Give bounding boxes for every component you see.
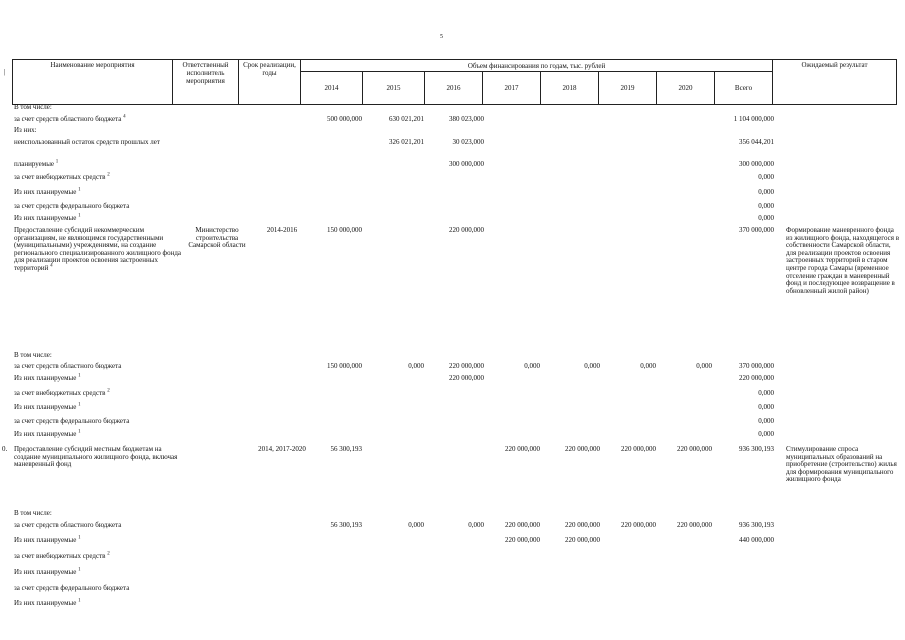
row-name [14, 390, 182, 398]
row-name [14, 203, 182, 211]
row-name-text: Из них планируемые [14, 403, 77, 411]
row-name [14, 418, 182, 426]
footnote-mark: 4 [50, 263, 53, 269]
row-value-2020: 0,000 [696, 362, 712, 370]
row-name-text: за счет внебюджетных средств [14, 389, 106, 397]
row-value-2019: 220 000,000 [621, 445, 656, 453]
row-name [14, 569, 182, 577]
row-name-text: за счет средств федерального бюджета [14, 584, 130, 592]
row-name [14, 537, 182, 545]
row-name [14, 363, 182, 371]
row-name-text: Из них планируемые [14, 188, 77, 196]
row-value-2014: 56 300,193 [330, 521, 362, 529]
table-header [12, 59, 897, 105]
row-value-2017: 220 000,000 [505, 445, 540, 453]
row-name [14, 104, 182, 112]
row-value-2015: 630 021,201 [389, 115, 424, 123]
row-value-2018: 0,000 [584, 362, 600, 370]
footnote-mark: 1 [78, 429, 81, 435]
row-name [14, 174, 182, 182]
row-name-text: Из них планируемые [14, 568, 77, 576]
row-value-2016: 220 000,000 [449, 362, 484, 370]
row-value-Всего: 936 300,193 [739, 445, 774, 453]
row-value-2015: 0,000 [408, 362, 424, 370]
row-value-2016: 380 023,000 [449, 115, 484, 123]
row-name [14, 600, 182, 608]
row-value-2019: 0,000 [640, 362, 656, 370]
row-name-text: за счет средств федерального бюджета [14, 417, 130, 425]
row-name [14, 446, 182, 469]
header-year-2016: 2016 [425, 72, 483, 105]
row-name-text: Из них: [14, 126, 37, 134]
row-name [14, 585, 182, 593]
row-name [14, 352, 182, 360]
margin-mark: | [4, 68, 6, 76]
row-name [14, 510, 182, 518]
header-result: Ожидаемый результат [773, 60, 897, 105]
row-value-Всего: 1 104 000,000 [733, 115, 774, 123]
row-value-2020: 220 000,000 [677, 521, 712, 529]
row-name-text: за счет внебюджетных средств [14, 173, 106, 181]
row-value-2017: 220 000,000 [505, 521, 540, 529]
row-name-text: Из них планируемые [14, 430, 77, 438]
row-number: 0. [2, 445, 8, 453]
row-name-text: Из них планируемые [14, 214, 77, 222]
row-value-2016: 300 000,000 [449, 160, 484, 168]
footnote-mark: 2 [107, 172, 110, 178]
row-name [14, 139, 182, 147]
row-value-2020: 220 000,000 [677, 445, 712, 453]
footnote-mark: 2 [107, 388, 110, 394]
header-term: Срок реализации, годы [239, 60, 301, 105]
row-value-Всего: 300 000,000 [739, 160, 774, 168]
row-name-text: В том числе: [14, 351, 52, 359]
row-name [14, 431, 182, 439]
row-name [14, 522, 182, 530]
header-year-2015: 2015 [363, 72, 425, 105]
row-name-text: В том числе: [14, 509, 52, 517]
row-name [14, 375, 182, 383]
row-value-2018: 220 000,000 [565, 445, 600, 453]
footnote-mark: 1 [78, 567, 81, 573]
header-name: Наименование мероприятия [13, 60, 173, 105]
row-executor: Министерство строительства Самарской области [188, 226, 246, 250]
row-value-Всего: 440 000,000 [739, 536, 774, 544]
row-value-Всего: 370 000,000 [739, 362, 774, 370]
row-name [14, 189, 182, 197]
row-value-Всего: 0,000 [758, 202, 774, 210]
row-name [14, 127, 182, 135]
row-name-text: Предоставление субсидий местным бюджетам на создание муниципального жилищного фонда, включая маневренный фонд [14, 445, 178, 469]
row-value-2019: 220 000,000 [621, 521, 656, 529]
row-name [14, 227, 182, 273]
row-name-text: Предоставление субсидий некоммерческим организациям, не являющимся государственными (муниципальными) учреждениями, на создание регионального специализированного жилищного фонда для реализации проектов освоения застроенных территорий [14, 226, 182, 272]
row-term: 2014-2016 [266, 226, 298, 234]
row-value-Всего: 220 000,000 [739, 374, 774, 382]
row-value-2016: 0,000 [468, 521, 484, 529]
row-value-Всего: 0,000 [758, 430, 774, 438]
row-value-2017: 0,000 [524, 362, 540, 370]
header-financing: Объем финансирования по годам, тыс. рублей [301, 60, 773, 72]
row-name-text: за счет средств областного бюджета [14, 521, 122, 529]
header-year-2017: 2017 [483, 72, 541, 105]
row-name [14, 161, 182, 169]
row-value-Всего: 936 300,193 [739, 521, 774, 529]
row-value-Всего: 370 000,000 [739, 226, 774, 234]
row-name [14, 215, 182, 223]
header-year-2014: 2014 [301, 72, 363, 105]
row-result: Формирование маневренного фонда из жилищного фонда, находящегося в собственности Самарской области, для реализации проектов освоения застроенных территорий в старом центре города Самары (временное отселение граждан в маневренный фонд и последующее возвращение в обновленный жилой район) [786, 226, 900, 295]
row-value-2018: 220 000,000 [565, 536, 600, 544]
footnote-mark: 1 [78, 213, 81, 219]
row-value-2014: 500 000,000 [327, 115, 362, 123]
row-value-2014: 150 000,000 [327, 226, 362, 234]
row-value-Всего: 0,000 [758, 403, 774, 411]
row-value-Всего: 0,000 [758, 188, 774, 196]
row-value-2016: 30 023,000 [452, 138, 484, 146]
row-name-text: В том числе: [14, 103, 52, 111]
row-name [14, 116, 182, 124]
footnote-mark: 2 [107, 551, 110, 557]
row-value-2017: 220 000,000 [505, 536, 540, 544]
footnote-mark: 1 [78, 535, 81, 541]
row-name-text: за счет средств областного бюджета [14, 115, 122, 123]
row-name-text: планируемые [14, 160, 55, 168]
row-value-2016: 220 000,000 [449, 374, 484, 382]
row-name-text: за счет внебюджетных средств [14, 552, 106, 560]
row-name-text: Из них планируемые [14, 536, 77, 544]
header-year-2020: 2020 [657, 72, 715, 105]
footnote-mark: 1 [78, 598, 81, 604]
row-value-2014: 150 000,000 [327, 362, 362, 370]
row-name-text: неиспользованный остаток средств прошлых лет [14, 138, 160, 146]
header-year-2019: 2019 [599, 72, 657, 105]
footnote-mark: 1 [78, 373, 81, 379]
row-result: Стимулирование спроса муниципальных образований на приобретение (строительство) жилья для формирования муниципального жилищного фонда [786, 445, 897, 484]
row-value-Всего: 0,000 [758, 214, 774, 222]
row-term: 2014, 2017-2020 [258, 445, 306, 453]
row-value-Всего: 356 044,201 [739, 138, 774, 146]
header-year-2018: 2018 [541, 72, 599, 105]
row-value-2015: 0,000 [408, 521, 424, 529]
row-value-2018: 220 000,000 [565, 521, 600, 529]
row-name [14, 553, 182, 561]
header-total: Всего [715, 72, 773, 105]
row-name-text: Из них планируемые [14, 374, 77, 382]
footnote-mark: 1 [55, 159, 59, 165]
row-value-2015: 326 021,201 [389, 138, 424, 146]
row-value-Всего: 0,000 [758, 417, 774, 425]
row-value-Всего: 0,000 [758, 389, 774, 397]
row-value-2014: 56 300,193 [330, 445, 362, 453]
row-name-text: за счет средств областного бюджета [14, 362, 122, 370]
row-value-Всего: 0,000 [758, 173, 774, 181]
row-name-text: за счет средств федерального бюджета [14, 202, 130, 210]
footnote-mark: 1 [78, 402, 81, 408]
page-number: 5 [440, 34, 443, 40]
row-value-2016: 220 000,000 [449, 226, 484, 234]
header-executor: Ответственный исполнитель мероприятия [173, 60, 239, 105]
row-name-text: Из них планируемые [14, 599, 77, 607]
footnote-mark: 4 [123, 114, 126, 120]
row-name [14, 404, 182, 412]
footnote-mark: 1 [78, 187, 81, 193]
